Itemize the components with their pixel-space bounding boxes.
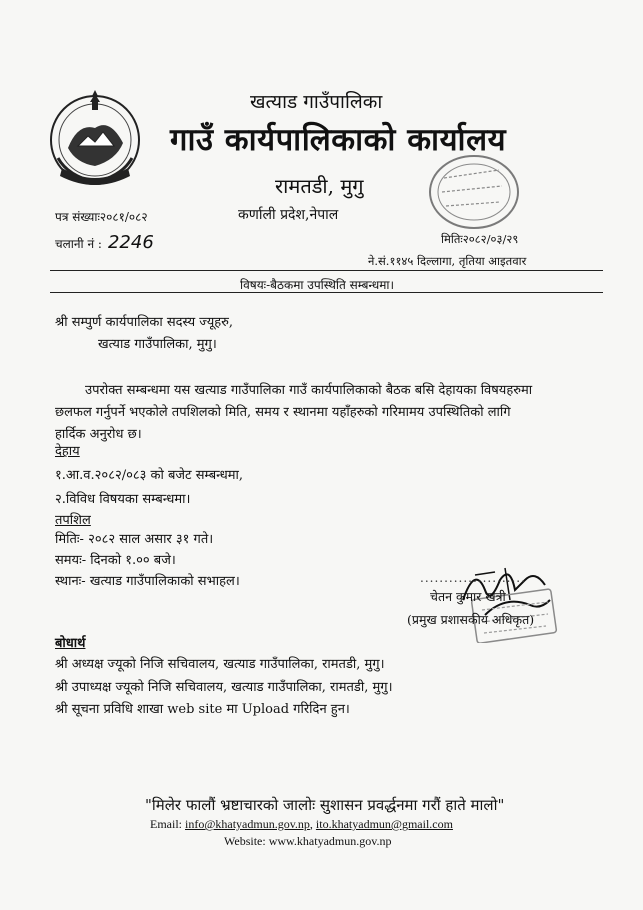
- body-line: छलफल गर्नुपर्ने भएकोले तपशिलको मिति, समय र स्थानमा यहाँहरुको गरिमामय उपस्थितिको लागि: [55, 405, 511, 420]
- email-label: Email:: [150, 817, 182, 831]
- body-line: उपरोक्त सम्बन्धमा यस खत्याड गाउँपालिका गाउँ कार्यपालिकाको बैठक बसि देहायका विषयहरुमा: [85, 383, 533, 398]
- cc-heading: बोधार्थ: [55, 636, 86, 651]
- body-line: हार्दिक अनुरोध छ।: [55, 427, 142, 442]
- nepal-emblem-icon: [48, 88, 143, 193]
- footer-email: [150, 817, 453, 832]
- header-divider: [50, 270, 603, 271]
- letter-date: मितिः२०८२/०३/२९: [441, 232, 519, 246]
- cc-item: श्री अध्यक्ष ज्यूको निजि सचिवालय, खत्याड गाउँपालिका, रामतडी, मुगु।: [55, 657, 385, 672]
- signatory-name: चेतन कुमार खत्री: [430, 589, 506, 604]
- agenda-item: २.विविध विषयका सम्बन्धमा।: [55, 492, 191, 507]
- letter-number: पत्र संख्याः२०८१/०८२: [55, 210, 148, 224]
- schedule-heading: तपशिल: [55, 513, 91, 528]
- office-name: खत्याड गाउँपालिका: [250, 91, 383, 113]
- email-separator: ,: [309, 817, 313, 831]
- subject-line: विषयः-बैठकमा उपस्थिति सम्बन्धमा।: [240, 278, 395, 292]
- cc-item: श्री उपाध्यक्ष ज्यूको निजि सचिवालय, खत्याड गाउँपालिका, रामतडी, मुगु।: [55, 680, 393, 695]
- place-name: रामतडी, मुगु: [275, 174, 364, 198]
- addressee-line-2: खत्याड गाउँपालिका, मुगु।: [98, 337, 217, 352]
- email-link-2[interactable]: ito.khatyadmun@gmail.com: [315, 817, 453, 831]
- main-title: गाउँ कार्यपालिकाको कार्यालय: [170, 122, 507, 158]
- footer-website[interactable]: Website: www.khatyadmun.gov.np: [224, 834, 392, 848]
- subject-divider: [50, 292, 603, 293]
- dispatch-date: ने.सं.११४५ दिल्लागा, तृतिया आइतवार: [368, 254, 527, 268]
- agenda-item: १.आ.व.२०८२/०८३ को बजेट सम्बन्धमा,: [55, 468, 244, 483]
- office-stamp-icon: [404, 150, 522, 240]
- signatory-title: (प्रमुख प्रशासकीय अधिकृत): [407, 612, 535, 627]
- email-link-1[interactable]: info@khatyadmun.gov.np: [185, 817, 310, 831]
- chalani-number: 2246: [107, 232, 154, 253]
- body-paragraph: [55, 380, 585, 446]
- footer-slogan: "मिलेर फालौं भ्रष्टाचारको जालोः सुशासन प्रवर्द्धनमा गरौं हाते मालो": [145, 796, 505, 814]
- schedule-time: समयः- दिनको १.०० बजे।: [55, 553, 176, 568]
- schedule-venue: स्थानः- खत्याड गाउँपालिकाको सभाहल।: [55, 574, 240, 589]
- chalani-row: [55, 232, 154, 253]
- province-name: कर्णाली प्रदेश,नेपाल: [238, 207, 339, 223]
- schedule-date: मितिः- २०८२ साल असार ३१ गते।: [55, 532, 214, 547]
- cc-item: श्री सूचना प्रविधि शाखा web site मा Upload गरिदिन हुन।: [55, 702, 350, 717]
- agenda-heading: देहाय: [55, 444, 80, 459]
- signature-line: ......................: [420, 571, 526, 585]
- chalani-label: चलानी नं :: [55, 237, 102, 251]
- addressee-line-1: श्री सम्पुर्ण कार्यपालिका सदस्य ज्यूहरु,: [55, 315, 234, 330]
